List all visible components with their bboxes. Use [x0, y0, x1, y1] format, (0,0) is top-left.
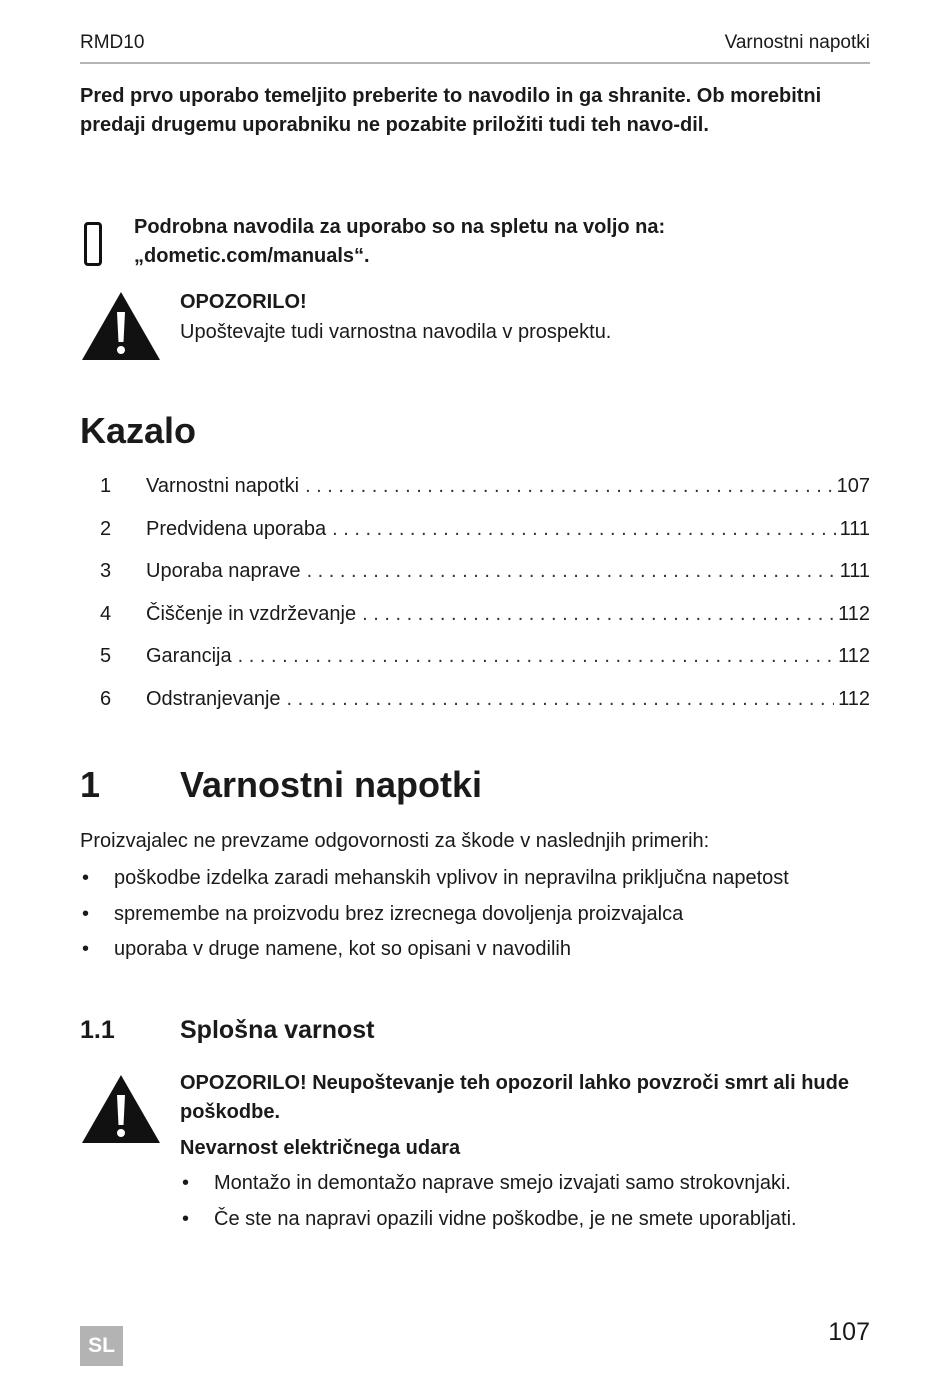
page-number: 107: [828, 1318, 870, 1346]
toc-row[interactable]: [80, 468, 870, 511]
section-intro: Proizvajalec ne prevzame odgovornosti za škode v naslednjih primerih:: [80, 830, 710, 852]
subsection-number: 1.1: [80, 1016, 115, 1044]
toc-leader: [287, 681, 835, 717]
section-number: 1: [80, 764, 101, 805]
toc-number: 6: [100, 687, 112, 710]
warning-title: OPOZORILO!: [180, 291, 307, 313]
bullet: •: [82, 938, 90, 960]
list-item: [180, 1202, 870, 1238]
toc-heading: Kazalo: [80, 410, 197, 451]
toc-title: Uporaba naprave: [146, 560, 301, 583]
subsection-title: Splošna varnost: [180, 1016, 375, 1044]
phone-icon: [84, 222, 102, 266]
toc-number: 2: [100, 517, 112, 540]
manual-page: [80, 0, 870, 1373]
intro-text: Pred prvo uporabo temeljito preberite to navodilo in ga shranite. Ob morebitni predaji drugemu uporabniku ne pozabite priložiti tudi teh navo-dil.: [80, 85, 822, 136]
toc-page: 111: [839, 560, 870, 583]
warning-triangle-icon: [80, 290, 162, 362]
list-item: [80, 897, 870, 933]
list-item: [80, 861, 870, 897]
bullet: •: [82, 867, 90, 889]
toc-page: 107: [836, 475, 870, 497]
toc-number: 3: [100, 560, 112, 583]
online-note-line1: Podrobna navodila za uporabo so na spletu na voljo na:: [134, 216, 666, 238]
list-item-text: spremembe na proizvodu brez izrecnega dovoljenja proizvajalca: [114, 902, 684, 925]
toc-leader: [305, 468, 833, 504]
warning-triangle-icon: [80, 1073, 162, 1145]
list-item-text: uporaba v druge namene, kot so opisani v navodilih: [114, 938, 571, 960]
toc-row[interactable]: [80, 681, 870, 724]
list-item: [80, 932, 870, 968]
toc-page: 111: [839, 517, 870, 540]
online-note: [134, 213, 870, 271]
toc-number: 1: [100, 475, 112, 497]
list-item: [180, 1166, 870, 1202]
toc-page: 112: [838, 602, 870, 625]
header-model: RMD10: [80, 32, 145, 53]
toc-page: 112: [838, 687, 870, 710]
online-note-line2: „dometic.com/manuals“.: [134, 245, 370, 267]
safety-list: [180, 1166, 870, 1237]
bullet: •: [182, 1172, 190, 1194]
toc-leader: [332, 511, 835, 547]
general-safety-warning: [180, 1069, 870, 1237]
toc-row[interactable]: [80, 511, 870, 554]
liability-list: [80, 861, 870, 968]
toc-leader: [307, 553, 836, 589]
warning-block: [180, 287, 870, 347]
list-item-text: Če ste na napravi opazili vidne poškodbe, je ne smete uporabljati.: [214, 1207, 797, 1230]
toc-row[interactable]: [80, 638, 870, 681]
toc-number: 5: [100, 645, 112, 668]
toc-page: 112: [838, 645, 870, 668]
toc-title: Čiščenje in vzdrževanje: [146, 602, 357, 625]
bullet: •: [182, 1207, 190, 1230]
toc-row[interactable]: [80, 596, 870, 639]
toc-title: Varnostni napotki: [146, 475, 300, 497]
header-section: Varnostni napotki: [724, 32, 870, 53]
toc-leader: [362, 596, 834, 632]
bullet: •: [82, 902, 90, 925]
toc-number: 4: [100, 602, 112, 625]
table-of-contents: [80, 468, 870, 724]
warning-text: Upoštevajte tudi varnostna navodila v prospektu.: [180, 321, 612, 343]
warning-subheading: Nevarnost električnega udara: [180, 1137, 461, 1159]
toc-title: Odstranjevanje: [146, 687, 281, 710]
section-title: Varnostni napotki: [180, 764, 483, 805]
toc-title: Garancija: [146, 645, 232, 668]
warning-head: OPOZORILO! Neupoštevanje teh opozoril lahko povzroči smrt ali hude poškodbe.: [180, 1072, 849, 1123]
language-badge: SL: [80, 1326, 123, 1366]
toc-row[interactable]: [80, 553, 870, 596]
toc-title: Predvidena uporaba: [146, 517, 327, 540]
list-item-text: poškodbe izdelka zaradi mehanskih vplivov in nepravilna priključna napetost: [114, 867, 789, 889]
page-header: [80, 32, 870, 64]
list-item-text: Montažo in demontažo naprave smejo izvajati samo strokovnjaki.: [214, 1172, 791, 1194]
toc-leader: [238, 638, 835, 674]
